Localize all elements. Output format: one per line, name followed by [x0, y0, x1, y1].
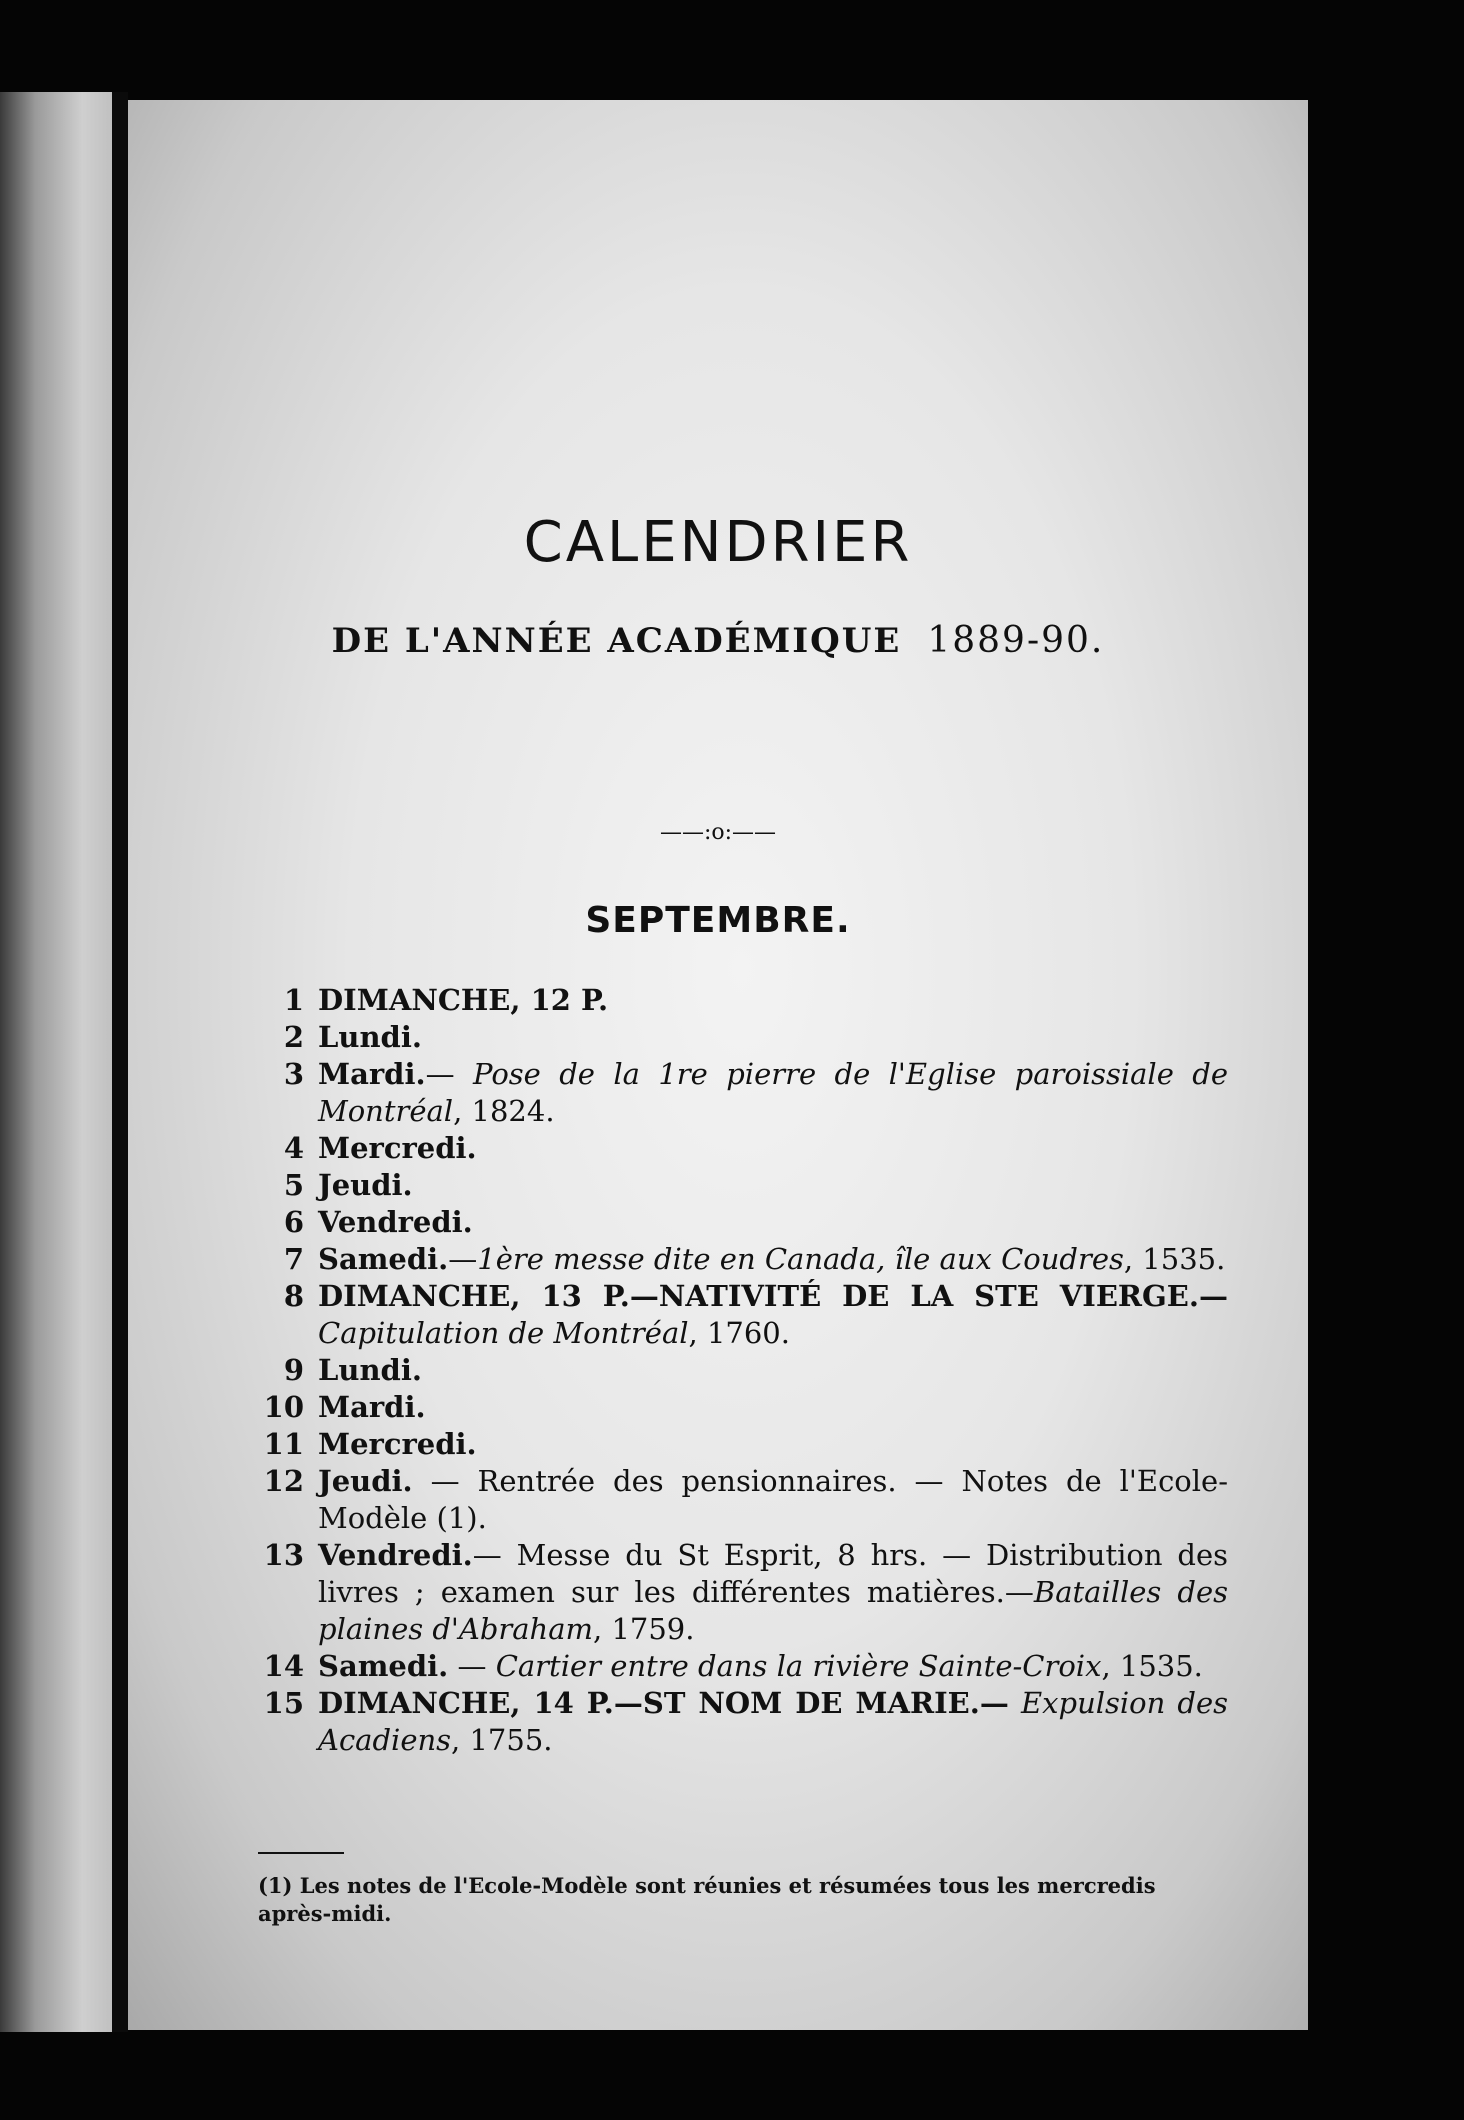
page-title: CALENDRIER [523, 510, 913, 575]
calendar-entry [258, 1463, 1228, 1537]
day-name: Vendredi. [318, 1205, 473, 1239]
day-name: Jeudi. [318, 1464, 413, 1498]
entry-event-italic: Capitulation de Montréal [318, 1316, 689, 1350]
calendar-entry [258, 1019, 1228, 1056]
entry-text: — [425, 1057, 473, 1091]
page-subtitle [128, 620, 1308, 661]
entry-year: , 1760. [688, 1316, 790, 1350]
entry-year: , 1824. [453, 1094, 555, 1128]
calendar-entry [258, 1352, 1228, 1389]
entry-event-italic: Pose de la 1re pierre de l'Eglise paroissiale de Montréal [318, 1057, 1228, 1128]
entry-year: , 1535. [1101, 1649, 1203, 1683]
day-number: 2 [283, 1020, 304, 1054]
entry-year: , 1755. [451, 1723, 553, 1757]
day-name: DIMANCHE, 14 P.—ST NOM DE MARIE.— [318, 1686, 1009, 1720]
calendar-entry [258, 1167, 1228, 1204]
footnote: (1) Les notes de l'Ecole-Modèle sont réunies et résumées tous les mercredis après-midi. [258, 1873, 1156, 1926]
calendar-entries [258, 982, 1228, 1759]
day-name: Mardi. [318, 1390, 426, 1424]
day-name: Vendredi. [318, 1538, 473, 1572]
day-number: 13 [263, 1538, 304, 1572]
academic-year: 1889-90. [927, 620, 1105, 661]
day-name: Jeudi. [318, 1168, 413, 1202]
day-name: DIMANCHE, 12 P. [318, 983, 609, 1017]
entry-text [1009, 1686, 1021, 1720]
calendar-entry [258, 1389, 1228, 1426]
entry-text: — Messe du St Esprit, 8 hrs. — Distribution des livres ; examen sur les différentes matières.— [318, 1538, 1228, 1609]
day-number: 7 [283, 1242, 304, 1276]
day-number: 1 [283, 983, 304, 1017]
day-number: 5 [283, 1168, 304, 1202]
day-number: 11 [263, 1427, 304, 1461]
calendar-entry [258, 1426, 1228, 1463]
day-number: 12 [263, 1464, 304, 1498]
calendar-entry [258, 1204, 1228, 1241]
calendar-entry [258, 1130, 1228, 1167]
document-page [128, 100, 1308, 2030]
day-name: Samedi. [318, 1242, 449, 1276]
month-heading: SEPTEMBRE. [585, 900, 851, 941]
day-number: 3 [283, 1057, 304, 1091]
entry-year: , 1535. [1123, 1242, 1226, 1276]
left-page-edge [0, 92, 118, 2032]
day-number: 4 [283, 1131, 304, 1165]
entry-text: — [448, 1242, 478, 1276]
footnote-rule [258, 1852, 344, 1854]
day-name: DIMANCHE, 13 P.—NATIVITÉ DE LA STE VIERGE.— [318, 1279, 1228, 1313]
day-number: 14 [263, 1649, 304, 1683]
calendar-entry [258, 982, 1228, 1019]
entry-event-italic: Batailles des plaines d'Abraham [318, 1575, 1228, 1646]
day-name: Mardi. [318, 1057, 426, 1091]
day-number: 10 [263, 1390, 304, 1424]
entry-text: — [448, 1649, 496, 1683]
entry-year: , 1759. [593, 1612, 695, 1646]
day-number: 15 [263, 1686, 304, 1720]
book-spine [112, 92, 128, 2032]
day-name: Lundi. [318, 1020, 422, 1054]
calendar-entry [258, 1278, 1228, 1352]
day-number: 8 [283, 1279, 304, 1313]
day-name: Mercredi. [318, 1131, 477, 1165]
day-name: Mercredi. [318, 1427, 477, 1461]
entry-event-italic: Expulsion des Acadiens [318, 1686, 1229, 1757]
entry-event-italic: 1ère messe dite en Canada, île aux Coudres [477, 1242, 1124, 1276]
calendar-entry [258, 1056, 1228, 1130]
calendar-entry [258, 1241, 1228, 1278]
entry-text: — Rentrée des pensionnaires. — Notes de l'Ecole-Modèle (1). [318, 1464, 1228, 1535]
calendar-entry [258, 1685, 1228, 1759]
entry-event-italic: Cartier entre dans la rivière Sainte-Croix [495, 1649, 1102, 1683]
day-number: 6 [283, 1205, 304, 1239]
calendar-entry [258, 1648, 1228, 1685]
calendar-entry [258, 1537, 1228, 1648]
day-name: Lundi. [318, 1353, 422, 1387]
subtitle-text: DE L'ANNÉE ACADÉMIQUE [331, 621, 902, 661]
day-name: Samedi. [318, 1649, 449, 1683]
day-number: 9 [283, 1353, 304, 1387]
ornamental-divider: ——:o:—— [659, 820, 777, 845]
